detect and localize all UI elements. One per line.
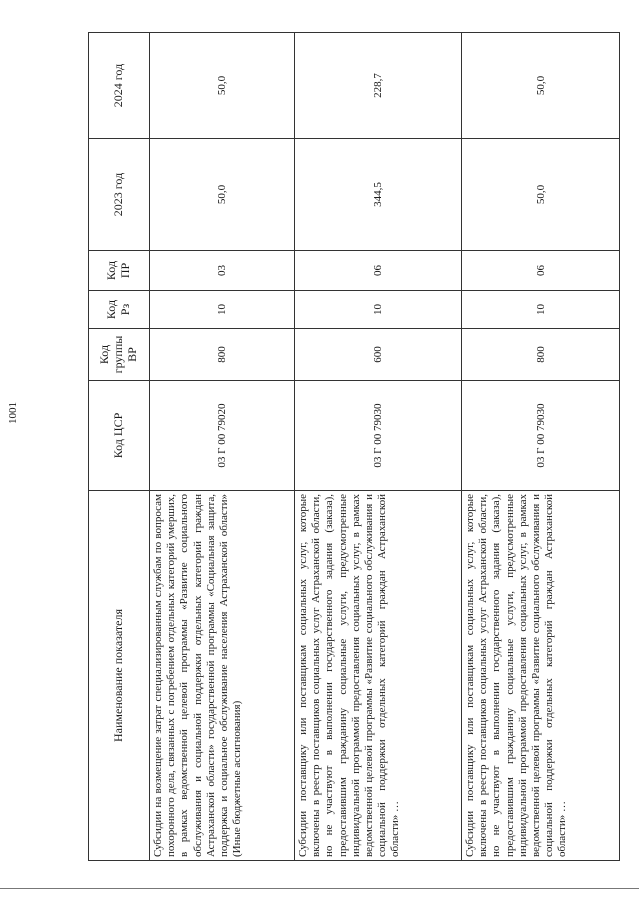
- row-2023: 50,0: [150, 139, 295, 251]
- scan-edge-line: [0, 888, 639, 889]
- header-vr: Код группы ВР: [89, 329, 150, 381]
- row-description: Субсидии поставщику или поставщикам социальных услуг, которые включены в реестр поставщиков социальных услуг Астраханской области, но не участвуют в выполнении государственного задания (заказа), предоставившим гражданину социальные услуги, предусмотренные индивидуальной программой предоставления социальных услуг, в рамках ведомственной целевой программы «Развитие социального обслуживания и социальной поддержки отдельных категорий граждан Астраханской области» …: [295, 491, 462, 861]
- row-rz: 10: [462, 291, 620, 329]
- row-csr: 03 Г 00 79030: [462, 381, 620, 491]
- row-2024: 50,0: [150, 33, 295, 139]
- row-pr: 06: [295, 251, 462, 291]
- table-row: [295, 33, 462, 861]
- row-rz: 10: [150, 291, 295, 329]
- table-row: [462, 33, 620, 861]
- row-2024: 228,7: [295, 33, 462, 139]
- row-vr: 600: [295, 329, 462, 381]
- header-2024: 2024 год: [89, 33, 150, 139]
- row-pr: 06: [462, 251, 620, 291]
- header-name: Наименование показателя: [89, 491, 150, 861]
- row-csr: 03 Г 00 79020: [150, 381, 295, 491]
- table-header-row: [89, 33, 150, 861]
- rotated-table-wrapper: [88, 33, 614, 861]
- row-2023: 344,5: [295, 139, 462, 251]
- table-row: [150, 33, 295, 861]
- header-csr: Код ЦСР: [89, 381, 150, 491]
- row-pr: 03: [150, 251, 295, 291]
- row-rz: 10: [295, 291, 462, 329]
- header-pr: Код ПР: [89, 251, 150, 291]
- header-2023: 2023 год: [89, 139, 150, 251]
- row-description: Субсидии поставщику или поставщикам социальных услуг, которые включены в реестр поставщиков социальных услуг Астраханской области, но не участвуют в выполнении государственного задания (заказа), предоставившим гражданину социальные услуги, предусмотренные индивидуальной программой предоставления социальных услуг, в рамках ведомственной целевой программы «Развитие социального обслуживания и социальной поддержки отдельных категорий граждан Астраханской области» …: [462, 491, 620, 861]
- row-vr: 800: [150, 329, 295, 381]
- row-2023: 50,0: [462, 139, 620, 251]
- page-number: 1001: [7, 402, 19, 424]
- budget-table: [88, 32, 620, 861]
- row-2024: 50,0: [462, 33, 620, 139]
- row-vr: 800: [462, 329, 620, 381]
- row-csr: 03 Г 00 79030: [295, 381, 462, 491]
- row-description: Субсидии на возмещение затрат специализированным службам по вопросам похоронного дела, связанных с погребением отдельных категорий умерших, в рамках ведомственной целевой программы «Развитие социального обслуживания и социальной поддержки отдельных категорий граждан Астраханской области» государственной программы «Социальная защита, поддержка и социальное обслуживание населения Астраханской области» (Иные бюджетные ассигнования): [150, 491, 295, 861]
- header-rz: Код Рз: [89, 291, 150, 329]
